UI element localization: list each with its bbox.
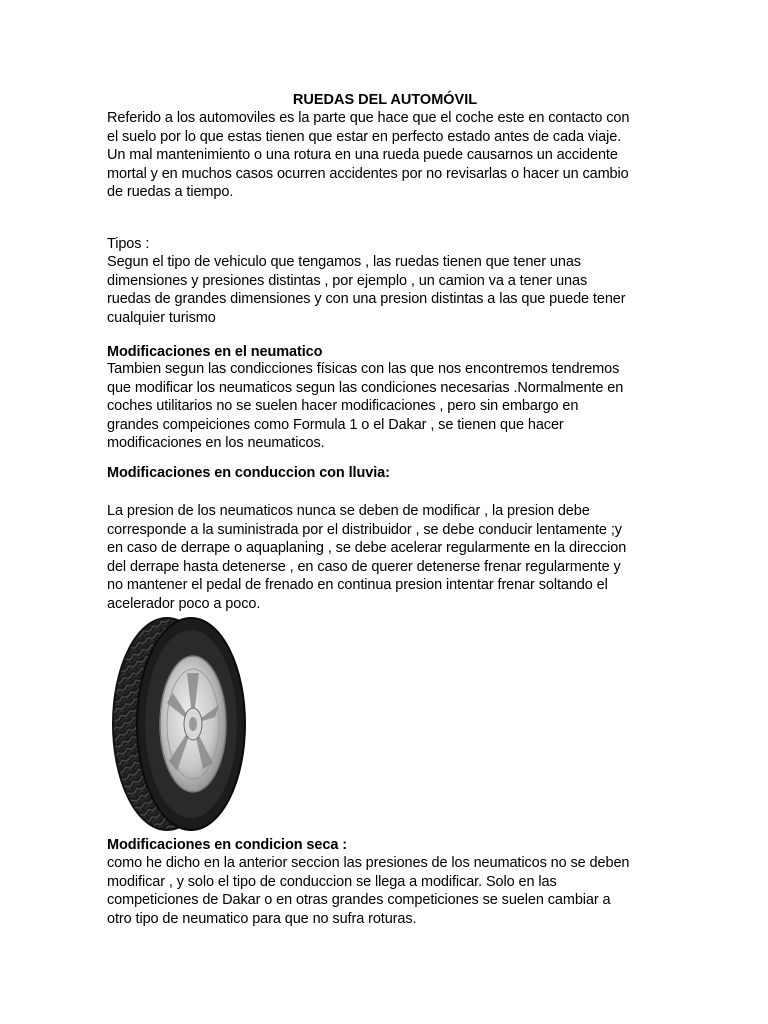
section-paragraph-seca: como he dicho en la anterior seccion las presiones de los neumaticos no se deben modificar , y solo el tipo de conduccion se llega a modificar. Solo en las competiciones de Dakar o en otras grandes competiciones se suelen cambiar a otro tipo de neumatico para que no sufra roturas. xyxy=(107,855,630,927)
tipos-paragraph: Segun el tipo de vehiculo que tengamos , las ruedas tienen que tener unas dimensiones y presiones distintas , por ejemplo , un camion va a tener unas ruedas de grandes dimensiones y con una presion distintas a las que puede tener cualquier turismo xyxy=(107,254,626,326)
tire-image xyxy=(107,613,247,835)
section-heading-neumatico: Modificaciones en el neumatico xyxy=(107,344,323,360)
section-heading-lluvia: Modificaciones en conduccion con lluvia: xyxy=(107,465,390,481)
section-heading-seca: Modificaciones en condicion seca : xyxy=(107,837,347,853)
section-paragraph-lluvia: La presion de los neumaticos nunca se deben de modificar , la presion debe corresponde a la suministrada por el distribuidor , se debe conducir lentamente ;y en caso de derrape o aquaplaning , se debe acelerar regularmente en la direccion del derrape hasta detenerse , en caso de querer detenerse frenar regularmente y no mantener el pedal de frenado en continua presion intentar frenar soltando el acelerador poco a poco. xyxy=(107,503,627,612)
intro-paragraph: Referido a los automoviles es la parte que hace que el coche este en contacto con el suelo por lo que estas tienen que estar en perfecto estado antes de cada viaje. Un mal mantenimiento o una rotura en una rueda puede causarnos un accidente mortal y en muchos casos ocurren accidentes por no revisarlas o hacer un cambio de ruedas a tiempo. xyxy=(107,110,630,200)
tipos-label: Tipos : xyxy=(107,236,150,252)
page-title: RUEDAS DEL AUTOMÓVIL xyxy=(292,92,478,108)
section-paragraph-neumatico: Tambien segun las condicciones físicas con las que nos encontremos tendremos que modificar los neumaticos segun las condiciones necesarias .Normalmente en coches utilitarios no se suelen hacer modificaciones , pero sin embargo en grandes compeiciones como Formula 1 o el Dakar , se tienen que hacer modificaciones en los neumaticos. xyxy=(107,361,624,451)
tire-icon xyxy=(107,613,247,835)
